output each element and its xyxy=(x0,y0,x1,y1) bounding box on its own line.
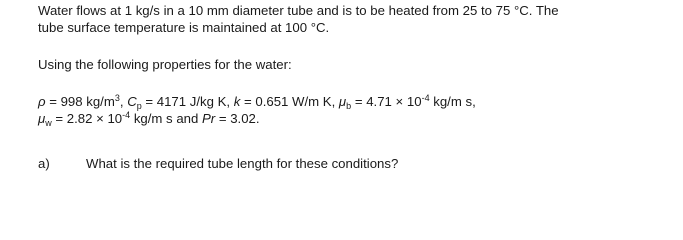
cp-subscript: p xyxy=(136,101,142,111)
question-a-text: What is the required tube length for these conditions? xyxy=(86,156,399,171)
cp-value: = 4171 J/kg K, xyxy=(141,94,234,109)
rho-exponent: 3 xyxy=(114,93,120,103)
pr-symbol: Pr xyxy=(202,111,216,126)
mu-w-unit: kg/m s and xyxy=(130,111,202,126)
mu-b-exponent: -4 xyxy=(421,93,430,103)
k-symbol: k xyxy=(233,94,241,109)
properties-line-1: ρ = 998 $kg/m^3$, $C_p = 4171$ J/kg K, k = 0.651 W/m K, $\mu_b = 4.71 \times 10^{-4}$ kg/m s, xyxy=(38,93,476,111)
k-value: = 0.651 W/m K, xyxy=(240,94,339,109)
question-a-label: a) xyxy=(38,156,50,171)
mu-b-symbol: μ xyxy=(338,94,347,109)
pr-value: = 3.02. xyxy=(215,111,260,126)
cp-symbol: C xyxy=(127,94,137,109)
mu-w-subscript: w xyxy=(45,118,52,128)
mu-w-exponent: -4 xyxy=(122,110,131,120)
properties-intro: Using the following properties for the water: xyxy=(38,57,292,72)
mu-b-unit: kg/m s, xyxy=(429,94,476,109)
mu-w-symbol: μ xyxy=(38,111,46,126)
rho-value: = 998 kg/m xyxy=(45,94,115,109)
problem-statement-line-1: Water flows at 1 kg/s in a 10 mm diameter tube and is to be heated from 25 to 75 °C. The xyxy=(38,3,559,18)
mu-w-value: = 2.82 × 10 xyxy=(51,111,123,126)
properties-line-2 xyxy=(38,111,260,126)
mu-b-value: = 4.71 × 10 xyxy=(351,94,422,109)
problem-statement-line-2: tube surface temperature is maintained at 100 °C. xyxy=(38,20,330,35)
rho-symbol: ρ xyxy=(38,94,46,109)
mu-b-subscript: b xyxy=(346,101,352,111)
